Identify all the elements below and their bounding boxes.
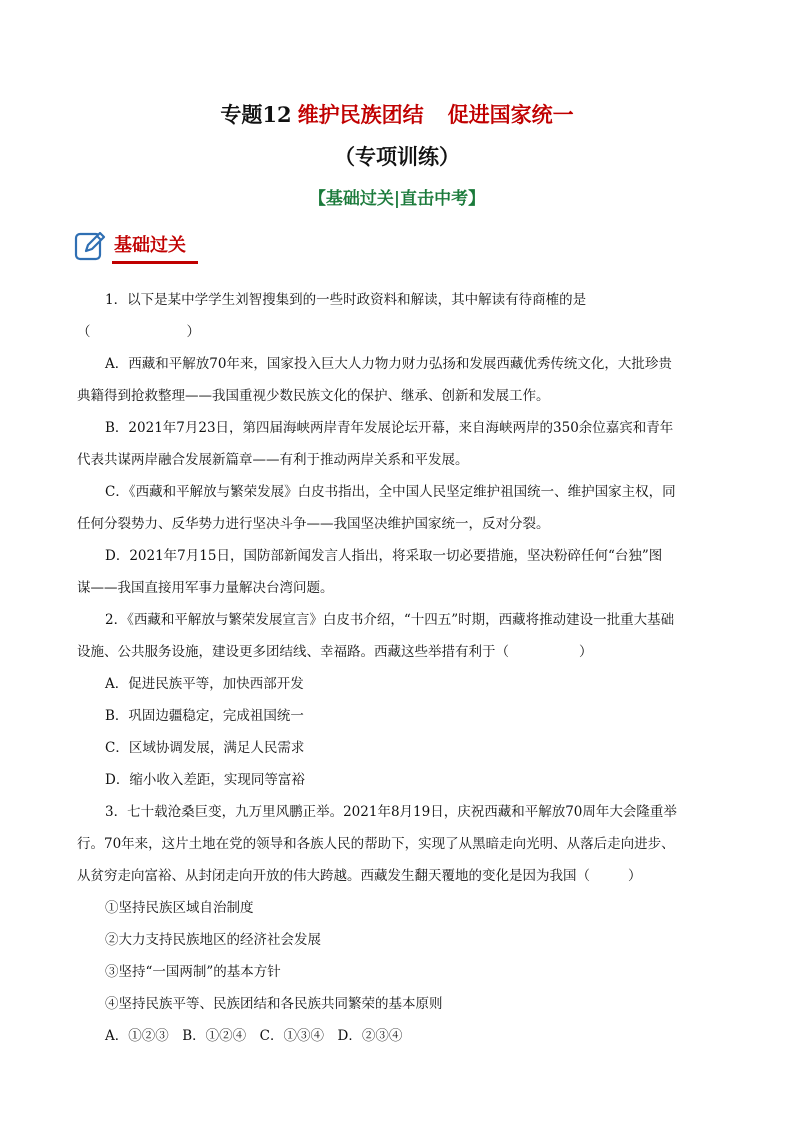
q1-option-b-line1: B．2021年7月23日，第四届海峡两岸青年发展论坛开幕，来自海峡两岸的350余位嘉宾和青年 (105, 420, 674, 436)
page-subtitle: （专项训练） (334, 144, 460, 169)
q2-option-a: A．促进民族平等，加快西部开发 (105, 676, 304, 692)
q1-option-b-line2: 代表共谋两岸融合发展新篇章——有利于推动两岸关系和平发展。 (77, 452, 469, 468)
q1-option-c-line1: C．《西藏和平解放与繁荣发展》白皮书指出，全中国人民坚定维护祖国统一、维护国家主权，同 (105, 484, 676, 500)
q3-item-1: ①坚持民族区域自治制度 (105, 900, 254, 916)
question-list (77, 284, 717, 1052)
q3-stem-line3 (77, 860, 717, 892)
q2-stem-text: 设施、公共服务设施，建设更多团结线、幸福路。西藏这些举措有利于（ (77, 644, 509, 660)
q2-stem-line2 (77, 636, 717, 668)
section-tagline: 【基础过关|直击中考】 (308, 189, 486, 209)
q1-option-d-line1: D．2021年7月15日，国防部新闻发言人指出，将采取一切必要措施，坚决粉碎任何“台独”图 (105, 548, 663, 564)
q3-paren-close: ） (628, 868, 642, 884)
q3-stem-line2: 行。70年来，这片土地在党的领导和各族人民的帮助下，实现了从黑暗走向光明、从落后走向进步、 (77, 836, 675, 852)
q2-option-d: D．缩小收入差距，实现同等富裕 (105, 772, 305, 788)
title-part2: 促进国家统一 (447, 102, 574, 127)
q3-answer-options: A．①②③ B．①②④ C．①③④ D．②③④ (105, 1028, 403, 1044)
q1-option-a-line1: A．西藏和平解放70年来，国家投入巨大人力物力财力弘扬和发展西藏优秀传统文化，大批珍贵 (105, 356, 672, 372)
q1-option-d-line2: 谋——我国直接用军事力量解决台湾问题。 (77, 580, 334, 596)
q1-option-a-line2: 典籍得到抢救整理——我国重视少数民族文化的保护、继承、创新和发展工作。 (77, 388, 550, 404)
q1-paren-close: ） (186, 324, 200, 340)
q3-stem-text: 从贫穷走向富裕、从封闭走向开放的伟大跨越。西藏发生翻天覆地的变化是因为我国（ (77, 868, 590, 884)
section-header (74, 230, 214, 266)
q1-stem-line1: 1．以下是某中学学生刘智搜集到的一些时政资料和解读，其中解读有待商榷的是 (105, 292, 587, 308)
q3-item-2: ②大力支持民族地区的经济社会发展 (105, 932, 321, 948)
q2-paren-close: ） (579, 644, 593, 660)
section-label: 基础过关 (114, 235, 186, 256)
edit-icon (74, 230, 106, 262)
q2-option-c: C．区域协调发展，满足人民需求 (105, 740, 305, 756)
q1-stem-line2 (77, 316, 717, 348)
title-part1: 维护民族团结 (297, 102, 424, 127)
q3-item-4: ④坚持民族平等、民族团结和各民族共同繁荣的基本原则 (105, 996, 443, 1012)
q1-option-c-line2: 任何分裂势力、反华势力进行坚决斗争——我国坚决维护国家统一，反对分裂。 (77, 516, 550, 532)
q3-item-3: ③坚持“一国两制”的基本方针 (105, 964, 281, 980)
title-prefix: 专题12 (220, 102, 292, 127)
q2-stem-line1: 2．《西藏和平解放与繁荣发展宣言》白皮书介绍，“十四五”时期，西藏将推动建设一批重大基础 (105, 612, 675, 628)
q1-paren-open: （ (77, 324, 91, 340)
q3-stem-line1: 3．七十载沧桑巨变，九万里风鹏正举。2021年8月19日，庆祝西藏和平解放70周年大会隆重举 (105, 804, 677, 820)
page-title (0, 100, 794, 130)
q2-option-b: B．巩固边疆稳定，完成祖国统一 (105, 708, 304, 724)
section-underline (112, 261, 198, 264)
